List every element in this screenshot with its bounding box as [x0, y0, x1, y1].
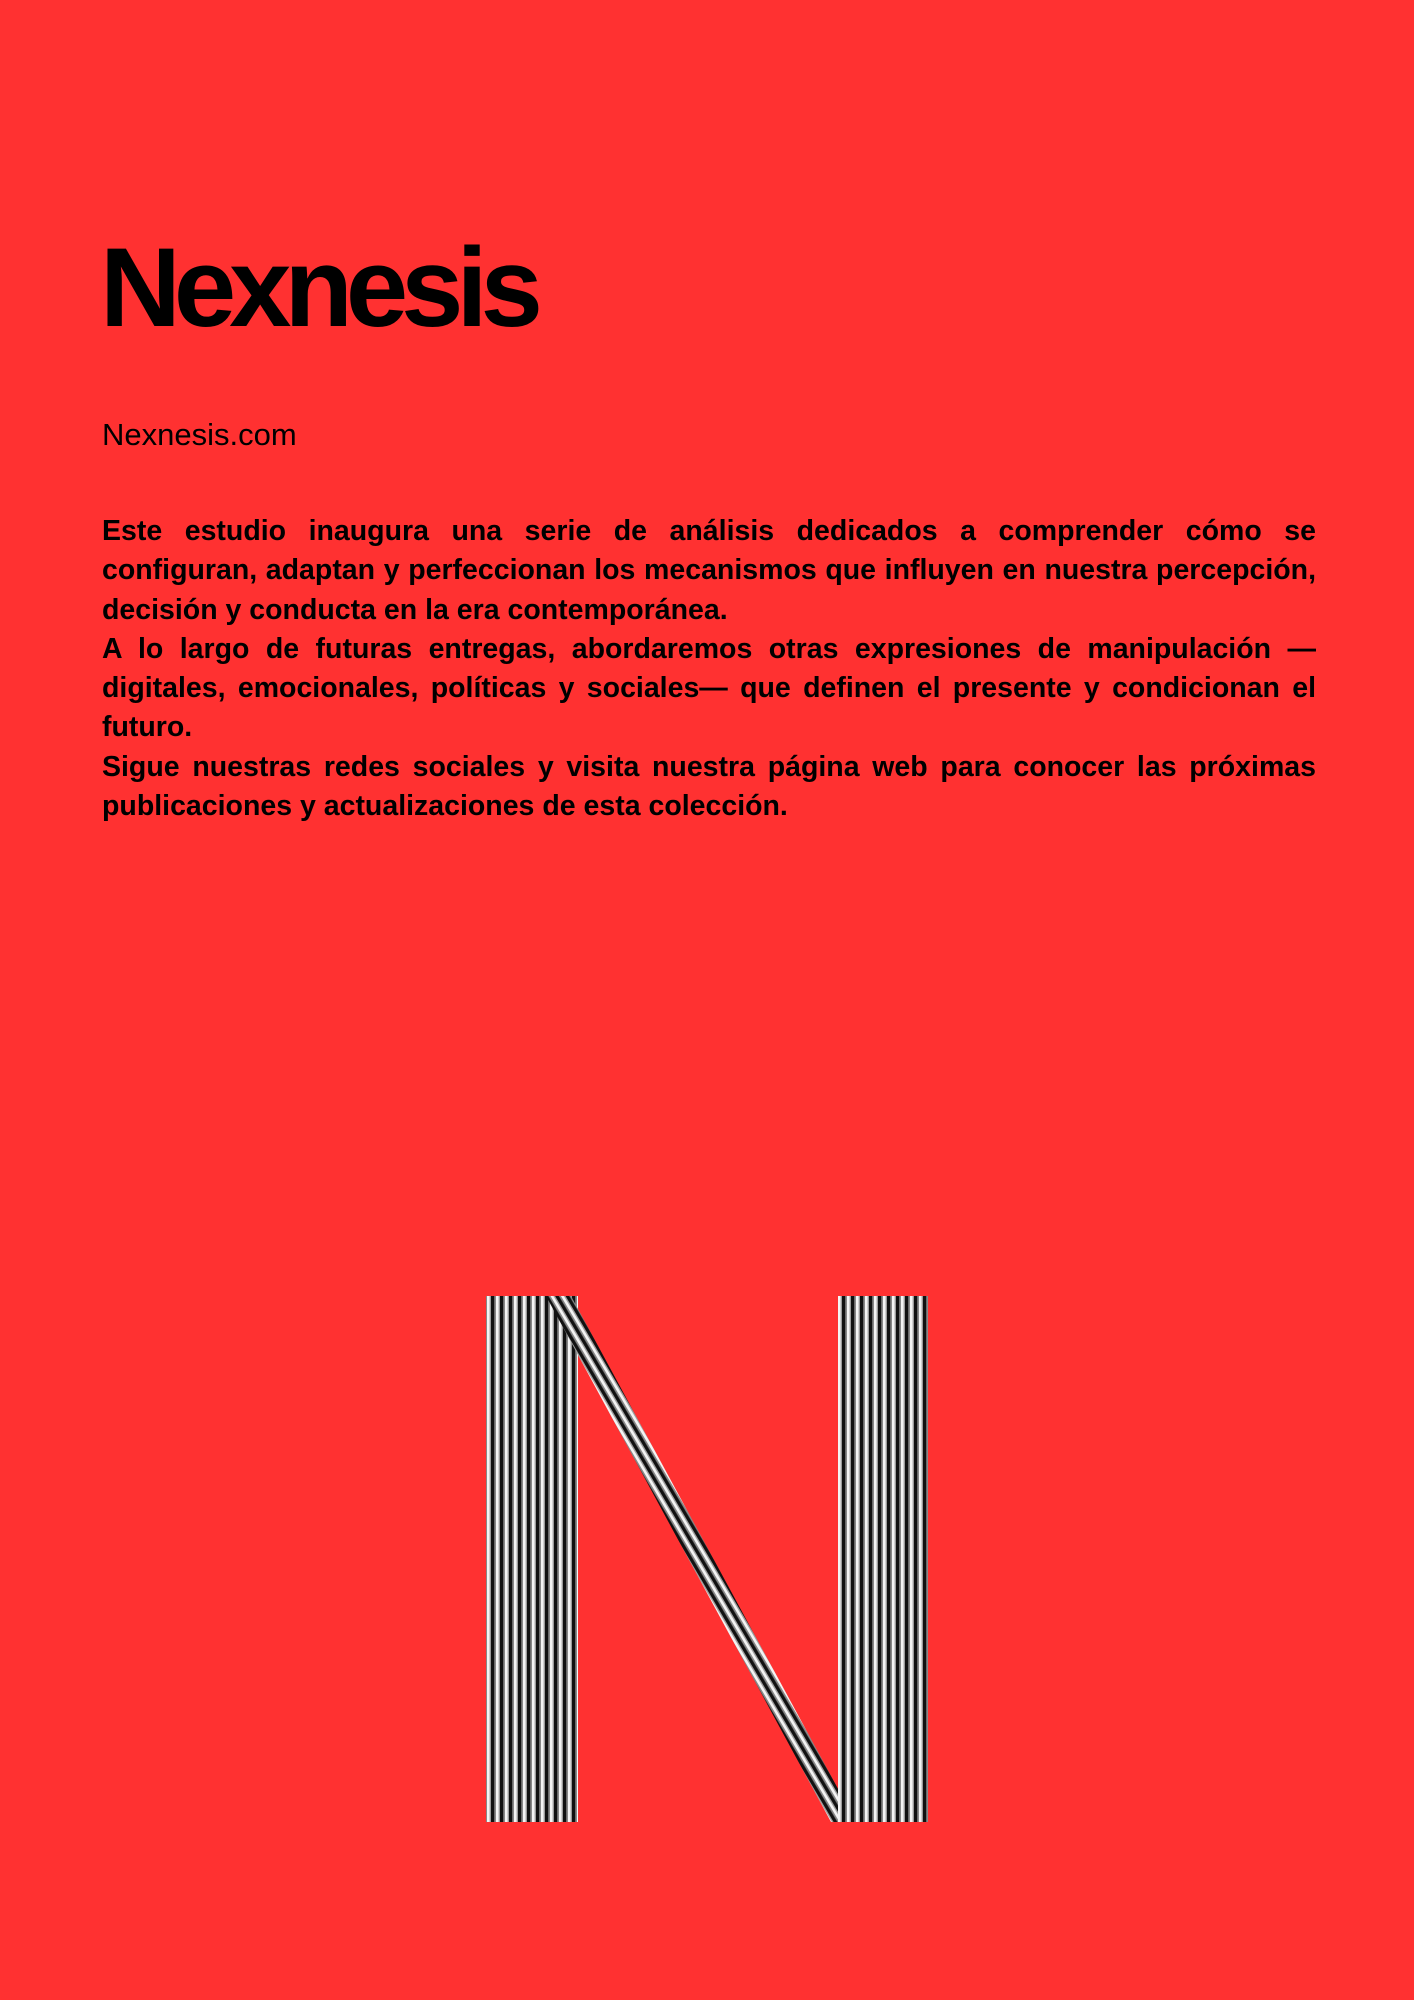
striped-letter-n-logo-icon	[482, 1296, 930, 1826]
intro-paragraph-1: Este estudio inaugura una serie de análisis dedicados a comprender cómo se configuran, adaptan y perfeccionan los mecanismos que influyen en nuestra percepción, decisión y conducta en la era contemporánea.	[102, 515, 1316, 626]
monogram-diagonal	[546, 1296, 856, 1822]
monogram-right-stem	[838, 1296, 928, 1822]
intro-paragraph-2: A lo largo de futuras entregas, abordaremos otras expresiones de manipulación —digitales, emocionales, políticas y sociales— que definen el presente y condicionan el futuro.	[102, 632, 1316, 744]
intro-text	[102, 512, 1316, 826]
intro-paragraph-3: Sigue nuestras redes sociales y visita nuestra página web para conocer las próximas publicaciones y actualizaciones de esta colección.	[102, 750, 1316, 823]
website-url: Nexnesis.com	[102, 417, 297, 452]
brand-title: Nexnesis	[100, 225, 536, 350]
